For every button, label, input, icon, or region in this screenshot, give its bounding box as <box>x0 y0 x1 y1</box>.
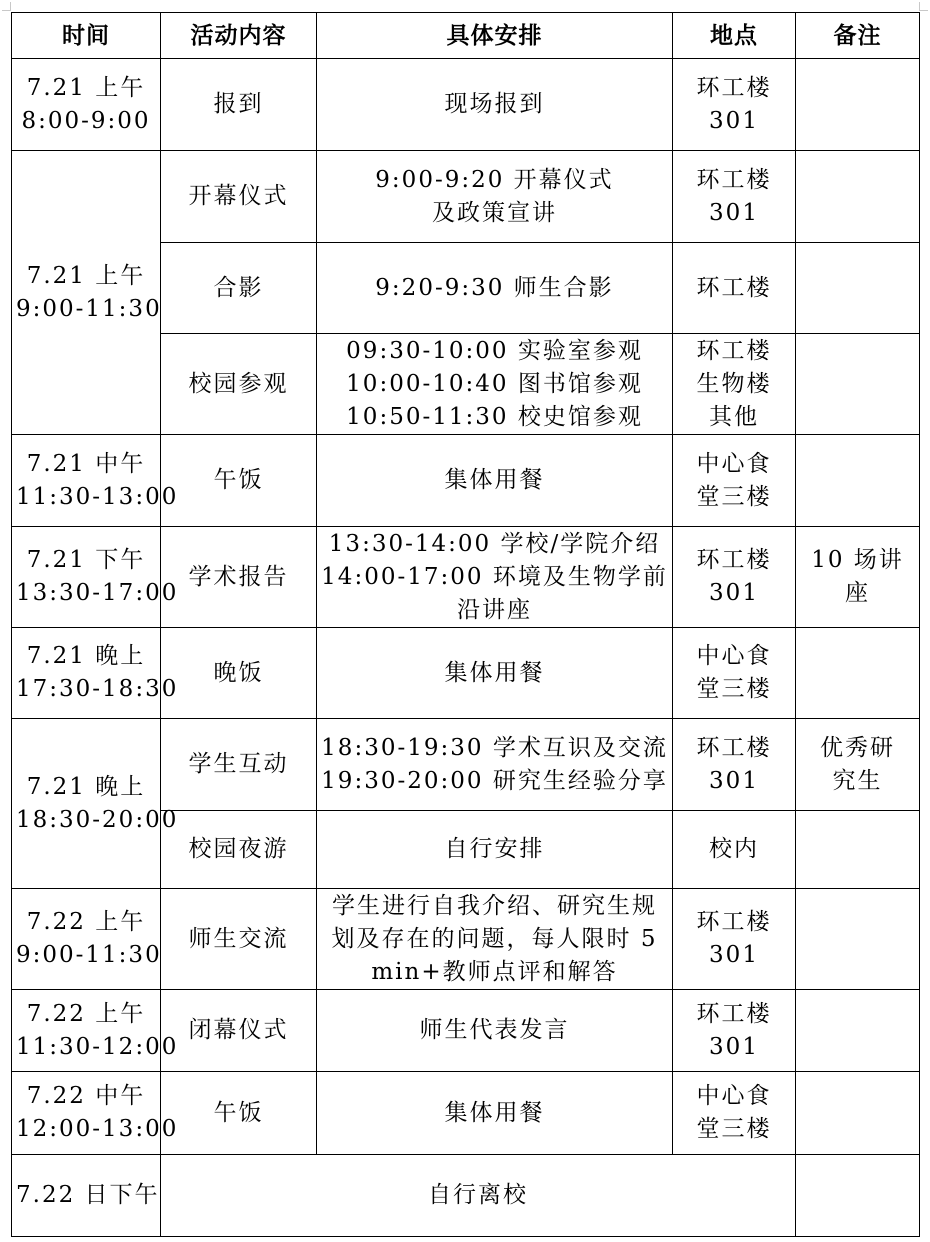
details-cell: 09:30-10:00 实验室参观 10:00-10:40 图书馆参观 10:50-11:30 校史馆参观 <box>317 334 673 435</box>
activity-cell: 晚饭 <box>161 628 317 719</box>
remarks-cell <box>796 811 920 889</box>
remarks-cell <box>796 889 920 990</box>
location-cell: 环工楼 <box>673 243 796 334</box>
details-cell: 9:00-9:20 开幕仪式 及政策宣讲 <box>317 151 673 243</box>
remarks-cell <box>796 435 920 527</box>
location-cell: 中心食 堂三楼 <box>673 628 796 719</box>
details-cell: 集体用餐 <box>317 435 673 527</box>
page-corner-mark <box>919 2 928 11</box>
location-cell: 中心食 堂三楼 <box>673 435 796 527</box>
header-location: 地点 <box>673 13 796 59</box>
time-cell: 7.22 上午 11:30-12:00 <box>12 990 161 1072</box>
remarks-cell <box>796 628 920 719</box>
remarks-cell <box>796 1155 920 1237</box>
table-row <box>12 628 920 719</box>
details-cell: 集体用餐 <box>317 628 673 719</box>
details-cell: 13:30-14:00 学校/学院介绍 14:00-17:00 环境及生物学前 沿讲座 <box>317 527 673 628</box>
page-corner-mark <box>2 2 11 11</box>
table-row <box>12 1155 920 1237</box>
location-cell: 环工楼 301 <box>673 527 796 628</box>
schedule-table <box>11 12 920 1237</box>
table-row <box>12 527 920 628</box>
location-cell: 中心食 堂三楼 <box>673 1072 796 1155</box>
time-cell: 7.22 日下午 <box>12 1155 161 1237</box>
details-cell: 师生代表发言 <box>317 990 673 1072</box>
activity-cell: 午饭 <box>161 1072 317 1155</box>
activity-cell: 闭幕仪式 <box>161 990 317 1072</box>
header-activity: 活动内容 <box>161 13 317 59</box>
location-cell: 环工楼 301 <box>673 719 796 811</box>
time-cell: 7.21 下午 13:30-17:00 <box>12 527 161 628</box>
time-cell: 7.21 中午 11:30-13:00 <box>12 435 161 527</box>
activity-cell: 校园夜游 <box>161 811 317 889</box>
remarks-cell <box>796 990 920 1072</box>
details-cell: 学生进行自我介绍、研究生规 划及存在的问题，每人限时 5 min+教师点评和解答 <box>317 889 673 990</box>
location-cell: 环工楼 301 <box>673 889 796 990</box>
location-cell: 环工楼 生物楼 其他 <box>673 334 796 435</box>
location-cell: 校内 <box>673 811 796 889</box>
time-cell: 7.21 晚上 17:30-18:30 <box>12 628 161 719</box>
activity-cell: 午饭 <box>161 435 317 527</box>
location-cell: 环工楼 301 <box>673 59 796 151</box>
details-cell: 集体用餐 <box>317 1072 673 1155</box>
table-row <box>12 59 920 151</box>
header-remarks: 备注 <box>796 13 920 59</box>
remarks-cell: 10 场讲 座 <box>796 527 920 628</box>
location-cell: 环工楼 301 <box>673 990 796 1072</box>
activity-cell: 学术报告 <box>161 527 317 628</box>
table-row <box>12 719 920 811</box>
remarks-cell <box>796 151 920 243</box>
time-cell: 7.21 晚上 18:30-20:00 <box>12 719 161 889</box>
activity-cell: 合影 <box>161 243 317 334</box>
table-header-row <box>12 13 920 59</box>
details-cell: 9:20-9:30 师生合影 <box>317 243 673 334</box>
table-row <box>12 151 920 243</box>
activity-cell: 报到 <box>161 59 317 151</box>
remarks-cell <box>796 243 920 334</box>
activity-cell: 校园参观 <box>161 334 317 435</box>
time-cell: 7.22 上午 9:00-11:30 <box>12 889 161 990</box>
table-row <box>12 990 920 1072</box>
activity-cell: 学生互动 <box>161 719 317 811</box>
details-cell: 现场报到 <box>317 59 673 151</box>
remarks-cell <box>796 1072 920 1155</box>
time-cell: 7.22 中午 12:00-13:00 <box>12 1072 161 1155</box>
details-cell: 18:30-19:30 学术互识及交流 19:30-20:00 研究生经验分享 <box>317 719 673 811</box>
details-cell: 自行安排 <box>317 811 673 889</box>
location-cell: 环工楼 301 <box>673 151 796 243</box>
remarks-cell: 优秀研 究生 <box>796 719 920 811</box>
table-row <box>12 889 920 990</box>
time-cell: 7.21 上午 8:00-9:00 <box>12 59 161 151</box>
time-cell: 7.21 上午 9:00-11:30 <box>12 151 161 435</box>
activity-cell: 开幕仪式 <box>161 151 317 243</box>
remarks-cell <box>796 334 920 435</box>
table-row <box>12 1072 920 1155</box>
activity-cell: 师生交流 <box>161 889 317 990</box>
remarks-cell <box>796 59 920 151</box>
header-time: 时间 <box>12 13 161 59</box>
merged-cell: 自行离校 <box>161 1155 796 1237</box>
table-row <box>12 435 920 527</box>
header-details: 具体安排 <box>317 13 673 59</box>
